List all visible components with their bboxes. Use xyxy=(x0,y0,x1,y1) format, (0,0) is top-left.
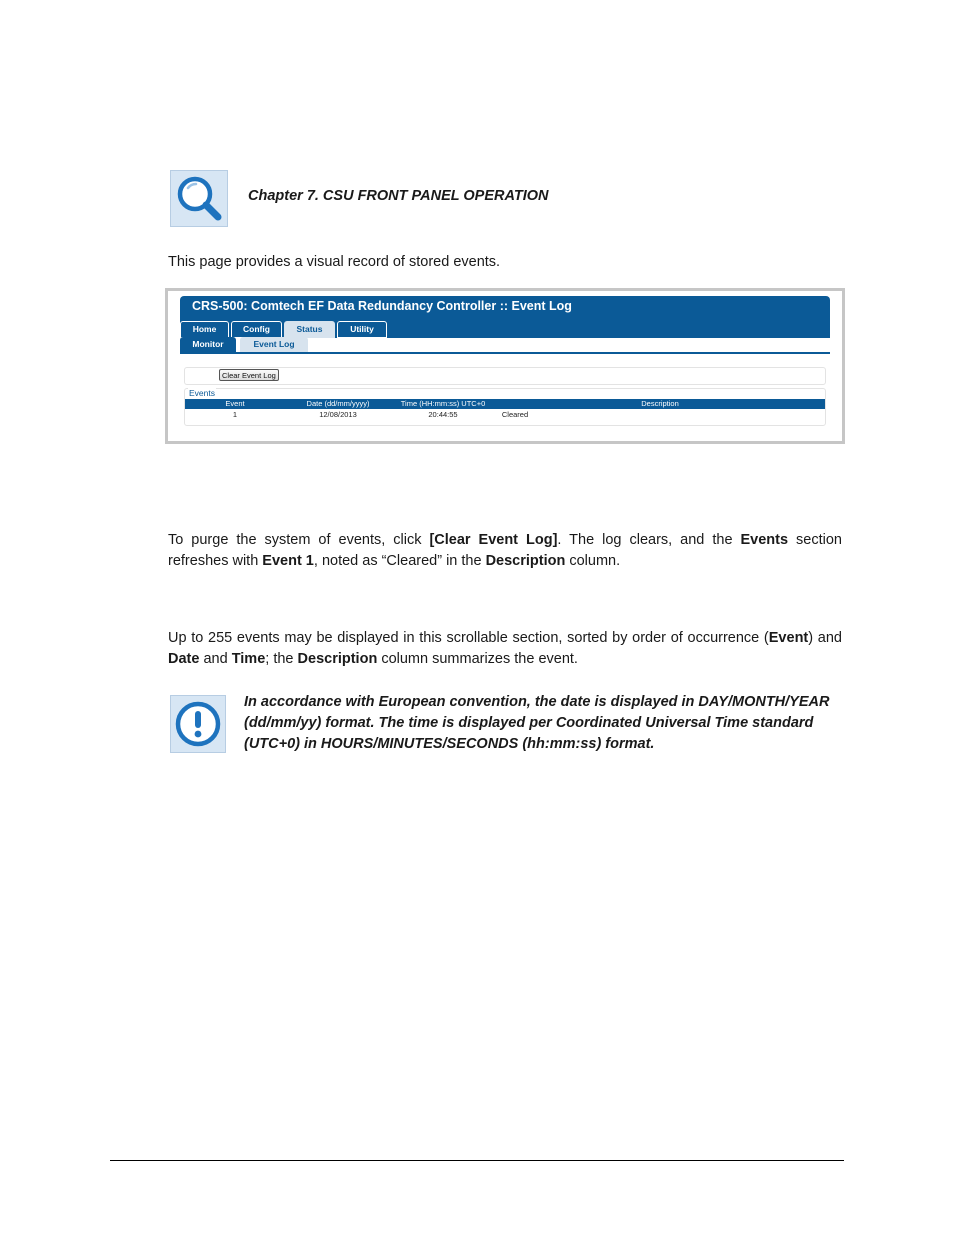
events-section xyxy=(184,388,826,426)
event-cell: 1 xyxy=(232,410,238,419)
magnifier-icon xyxy=(171,171,227,226)
app-header xyxy=(180,296,830,338)
event-log-screenshot xyxy=(165,288,845,444)
column-header-description: Description xyxy=(641,399,679,408)
tab-status[interactable]: Status xyxy=(284,321,335,338)
exclamation-icon xyxy=(171,696,225,752)
intro-text: This page provides a visual record of stored events. xyxy=(168,254,501,270)
reference-icon-box xyxy=(170,170,228,227)
note-icon-box xyxy=(170,695,226,753)
description-cell: Cleared xyxy=(501,410,529,419)
column-header-event: Event xyxy=(225,399,245,408)
tab-home[interactable]: Home xyxy=(180,321,229,338)
tab-utility[interactable]: Utility xyxy=(337,321,387,338)
subtab-monitor[interactable]: Monitor xyxy=(180,337,236,352)
chapter-reference: Chapter 7. CSU FRONT PANEL OPERATION xyxy=(248,188,549,204)
time-cell: 20:44:55 xyxy=(428,410,458,419)
note-text: In accordance with European convention, the date is displayed in DAY/MONTH/YEAR (dd/mm/yy) format. The time is displayed per Coordinated Universal Time standard (UTC+0) in HOURS/MINUTES/SECONDS (hh:mm:ss) format. xyxy=(244,694,830,752)
events-table-header xyxy=(185,399,825,409)
events-legend: Events xyxy=(189,388,215,398)
events-description: Up to 255 events may be displayed in this scrollable section, sorted by order of occurrence (Event) and Date and Time; the Description column summarizes the event. xyxy=(168,630,842,667)
column-header-time: Time (HH:mm:ss) UTC+0 xyxy=(400,399,486,408)
tab-config[interactable]: Config xyxy=(231,321,282,338)
footer-rule xyxy=(110,1160,844,1161)
subtab-event-log[interactable]: Event Log xyxy=(240,337,308,352)
clear-event-log-button[interactable]: Clear Event Log xyxy=(219,369,279,381)
clear-log-panel xyxy=(184,367,826,385)
subtab-underline xyxy=(180,352,830,354)
app-title: CRS-500: Comtech EF Data Redundancy Controller :: Event Log xyxy=(192,299,572,313)
clear-instructions: To purge the system of events, click [Clear Event Log]. The log clears, and the Events section refreshes with Event 1, noted as “Cleared” in the Description column. xyxy=(168,532,842,569)
date-cell: 12/08/2013 xyxy=(319,410,357,419)
column-header-date: Date (dd/mm/yyyy) xyxy=(306,399,370,408)
